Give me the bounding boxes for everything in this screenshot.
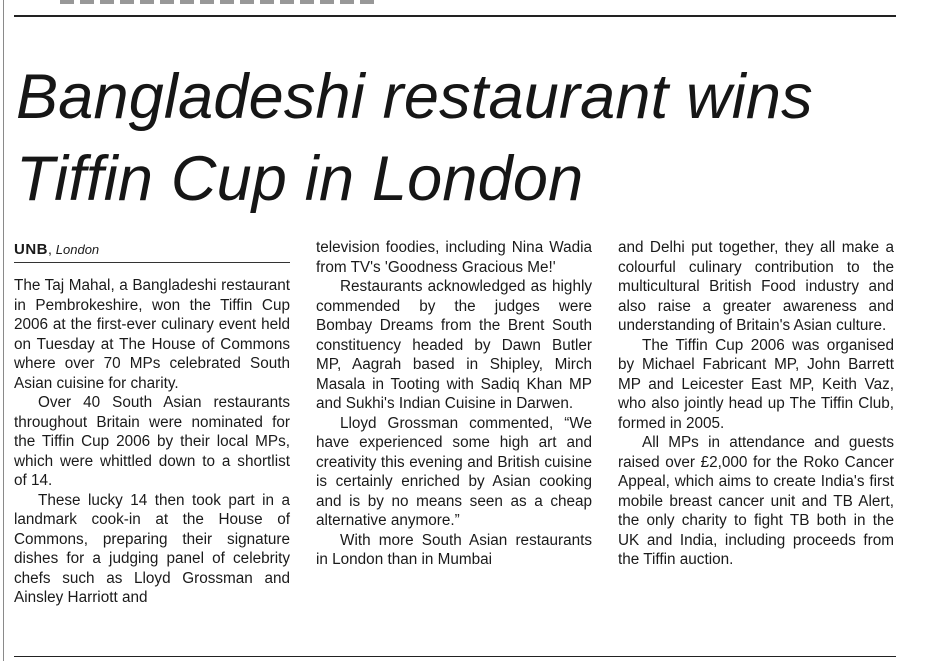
headline [16,56,906,220]
paragraph: With more South Asian restaurants in London than in Mumbai [316,531,592,568]
page-edge-line [3,0,4,661]
byline [14,240,290,263]
paragraph: Lloyd Grossman commented, “We have experienced some high art and creativity this evening and British cuisine is certainly enriched by Asian cooking and is by no means seen as a cheap alternative anymore.” [316,414,592,529]
paragraph: television foodies, including Nina Wadia from TV's 'Goodness Gracious Me!' [316,239,592,276]
headline-line-1: Bangladeshi restaurant wins [16,62,813,132]
paragraph: The Tiffin Cup 2006 was organised by Michael Fabricant MP, John Barrett MP and Leicester East MP, Keith Vaz, who also jointly head up The Tiffin Club, formed in 2005. [618,336,894,432]
clipped-header-strip [60,0,380,4]
paragraph: Restaurants acknowledged as highly commended by the judges were Bombay Dreams from the Brent South constituency headed by Dawn Butler MP, Aagrah based in Shipley, Mirch Masala in Tooting with Sadiq Khan MP and Sukhi's Indian Cuisine in Darwen. [316,278,592,412]
byline-agency: UNB [14,241,48,258]
paragraph: and Delhi put together, they all make a colourful culinary contribution to the multicultural British Food industry and also raise a greater awareness and understanding of Britain's Asian culture. [618,239,894,334]
paragraph: Over 40 South Asian restaurants throughout Britain were nominated for the Tiffin Cup 2006 by their local MPs, which were whittled down to a shortlist of 14. [14,394,290,489]
article-column-1 [14,276,290,608]
byline-separator: , [48,241,52,257]
bottom-rule [14,656,896,657]
paragraph: The Taj Mahal, a Bangladeshi restaurant in Pembrokeshire, won the Tiffin Cup 2006 at the first-ever culinary event held on Tuesday at The House of Commons where over 70 MPs celebrated South Asian cuisine for charity. [14,277,290,392]
paragraph: All MPs in attendance and guests raised over £2,000 for the Roko Cancer Appeal, which aims to create India's first mobile breast cancer unit and TB Alert, the only charity to fight TB both in the UK and India, including proceeds from the Tiffin auction. [618,434,894,568]
paragraph: These lucky 14 then took part in a landmark cook-in at the House of Commons, preparing their signature dishes for a judging panel of celebrity chefs such as Lloyd Grossman and Ainsley Harriott and [14,491,290,606]
byline-location: London [55,242,100,257]
headline-line-2: Tiffin Cup in London [16,144,584,214]
article-column-2 [316,238,592,570]
article-column-3 [618,238,894,570]
top-rule [14,15,896,17]
